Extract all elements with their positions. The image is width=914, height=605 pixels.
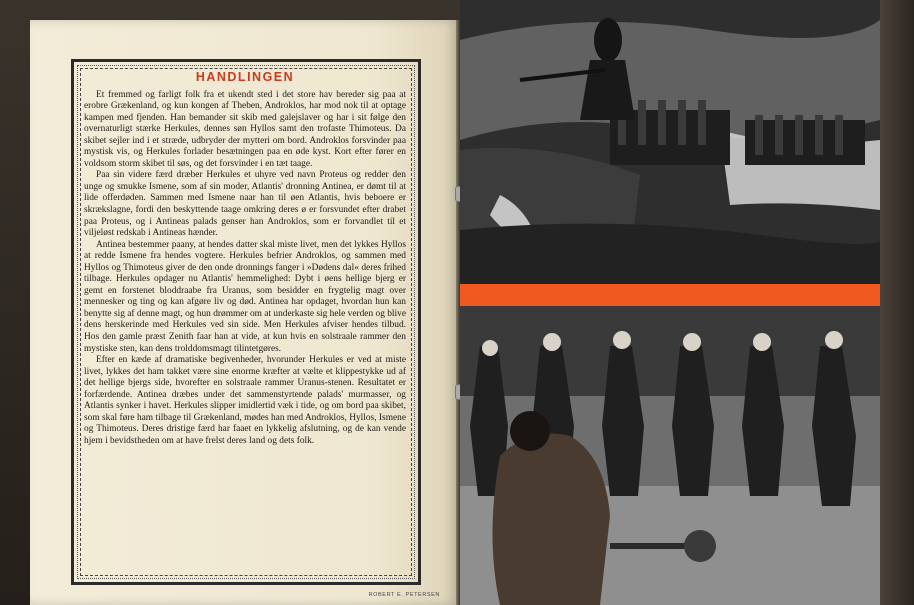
story-text [84,70,406,448]
warriors-illustration [460,306,880,605]
photo-waterfall-scene [460,0,880,284]
left-page [30,20,458,605]
photo-warriors-scene [460,306,880,605]
paragraph-4: Efter en kæde af dramatiske begivenheder, hvorunder Herkules er ved at miste livet, lykkes det ham takket være sine enorme kræfter at vælte et klippestykke ud af det hellige bjergs side, hvorefter en solstraale rammer Uranus-stenen. Resultatet er forfærdende. Antinea dræbes under det sammenstyrtende palads' murmasser, og Atlantis synker i havet. Herkules slipper imidlertid væk i tide, og om bord paa skibet, som skal føre ham tilbage til Grækenland, mødes han med Androklos, Hyllos, Ismene og Thimoteus. Deres dristige færd har faaet en lykkelig afslutning, og de kan vende hjem i bevidstheden om at have frelst deres land og dets folk. [84,355,406,446]
orange-divider-band [460,284,880,306]
paragraph-3: Antinea bestemmer paany, at hendes datter skal miste livet, men det lykkes Hyllos at redde Ismene fra hendes vogtere. Herkules befrier Androklos, og sammen med Hyllos og Thimoteus giver de den onde dronnings fanger i »Dødens dal« deres frihed tilbage. Herkules opdager nu Atlantis' hemmelighed: Dybt i øens hellige bjerg er gemt en forstenet bloddraabe fra Uranus, som besidder en frygtelig magt over mennesker og ting og kan afgøre liv og død. Antinea har opdaget, hvordan hun kan benytte sig af denne magt, og hun drømmer om at underkaste sig hele verden og blive dens herskerinde med Herkules ved sin side. Men Herkules afviser hendes tilbud. Hos den gamle præst Zenith faar han at vide, at kun hvis en solstraale rammer den mystiske sten, kan dens trolddomsmagt tilintetgøres. [84,239,406,354]
waterfall-illustration [460,0,880,284]
right-page-edge [880,0,914,605]
section-heading: HANDLINGEN [195,70,295,84]
photo-credit: ROBERT E. PETERSEN [368,592,440,598]
right-page [460,0,914,605]
paragraph-1: Et fremmed og farligt folk fra et ukendt sted i det store hav bereder sig paa at erobre Grækenland, og kun kongen af Theben, Androklos, har mod nok til at optage kampen med fjenden. Han bemander sit skib med galejslaver og har i sit følge den overnaturligt stærke Herkules, dennes søn Hyllos samt den trofaste Thimoteus. Da skibet sejler ind i et stræde, udbryder der mytteri om bord. Androklos forsvinder paa mystisk vis, og Herkules forlader besætningen paa en øde kyst. Kort efter fører en voldsom storm skibet til søs, og det forsvinder i en tæt taage. [84,89,406,169]
text-frame [71,59,421,585]
paragraph-2: Paa sin videre færd dræber Herkules et uhyre ved navn Proteus og redder den unge og smukke Ismene, som af sin moder, Atlantis' dronning Antinea, er dømt til at lide offerdøden. Sammen med Ismene naar han til øen Atlantis, hvis beboere er skrækslagne, fordi den beskyttende taage omkring deres ø er forsvundet efter drabet paa Proteus, og i Antineas palads genser han Androklos, som er forvandlet til et viljeløst redskab i Antineas hænder. [84,170,406,239]
